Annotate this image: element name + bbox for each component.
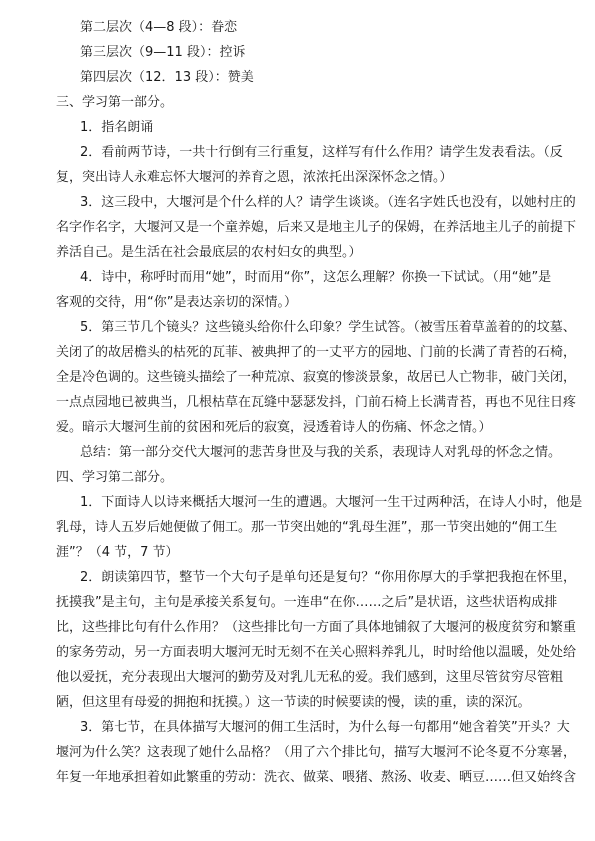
outline-level-2: 第二层次（4—8 段）：眷恋: [80, 20, 238, 35]
paragraph-line: 5．第三节几个镜头？这些镜头给你什么印象？学生试答。（被雪压着草盖着的的坟墓、: [80, 320, 576, 335]
paragraph-line: 1．指名朗诵: [80, 120, 154, 135]
paragraph-line: 客观的交待，用“你”是表达亲切的深情。）: [56, 295, 297, 310]
paragraph-line: 乳母，诗人五岁后她便做了佣工。那一节突出她的“乳母生涯”，那一节突出她的“佣工生: [56, 520, 558, 535]
paragraph-line: 的家务劳动，另一方面表明大堰河无时无刻不在关心照料养乳儿，时时给他以温暖，处处给: [56, 645, 577, 660]
paragraph-line: 3．第七节，在具体描写大堰河的佣工生活时，为什么每一句都用“她含着笑”开头？大: [80, 720, 570, 735]
paragraph-line: 一点点园地已被典当，几根枯草在瓦缝中瑟瑟发抖，门前石椅上长满青苔，再也不见往日疼: [56, 395, 577, 410]
paragraph-line: 全是冷色调的。这些镜头描绘了一种荒凉、寂寞的惨淡景象，故居已人亡物非，破门关闭，: [56, 370, 577, 385]
paragraph-line: 堰河为什么笑？这表现了她什么品格？（用了六个排比句，描写大堰河不论冬夏不分寒暑，: [56, 745, 577, 760]
section-heading-3: 三、学习第一部分。: [56, 95, 174, 110]
paragraph-line: 2．看前两节诗，一共十行倒有三行重复，这样写有什么作用？请学生发表看法。（反: [80, 145, 563, 160]
paragraph-line: 比，这些排比句有什么作用？（这些排比句一方面了具体地铺叙了大堰河的极度贫穷和繁重: [56, 620, 577, 635]
paragraph-line: 1．下面诗人以诗来概括大堰河一生的遭遇。大堰河一生干过两种活，在诗人小时，他是: [80, 495, 583, 510]
outline-level-4: 第四层次（12．13 段）：赞美: [80, 70, 254, 85]
outline-level-3: 第三层次（9—11 段）：控诉: [80, 45, 246, 60]
paragraph-line: 陋，但这里有母爱的拥抱和抚摸。）这一节读的时候要读的慢，读的重，读的深沉。: [56, 695, 531, 710]
paragraph-line: 4．诗中，称呼时而用“她”，时而用“你”，这怎么理解？你换一下试试。（用“她”是: [80, 270, 552, 285]
paragraph-line: 3．这三段中，大堰河是个什么样的人？请学生谈谈。（连名字姓氏也没有，以她村庄的: [80, 195, 576, 210]
paragraph-line: 名字作名字，大堰河又是一个童养媳，后来又是地主儿子的保姆，在养活地主儿子的前提下: [56, 220, 577, 235]
paragraph-line: 养活自己。是生活在社会最底层的农村妇女的典型。）: [56, 245, 362, 260]
paragraph-line: 复，突出诗人永难忘怀大堰河的养育之恩，浓浓托出深深怀念之情。）: [56, 170, 453, 185]
paragraph-line: 年复一年地承担着如此繁重的劳动：洗衣、做菜、喂猪、熬汤、收麦、晒豆……但又始终含: [56, 770, 577, 785]
paragraph-line: 涯”？（4 节，7 节）: [56, 545, 179, 560]
paragraph-line: 爱。暗示大堰河生前的贫困和死后的寂寞，浸透着诗人的伤痛、怀念之情。）: [56, 420, 492, 435]
paragraph-line: 2．朗读第四节，整节一个大句子是单句还是复句？“你用你厚大的手掌把我抱在怀里，: [80, 570, 577, 585]
summary-line: 总结：第一部分交代大堰河的悲苦身世及与我的关系，表现诗人对乳母的怀念之情。: [80, 445, 562, 460]
paragraph-line: 抚摸我”是主句，主句是承接关系复句。一连串“在你……之后”是状语，这些状语构成排: [56, 595, 558, 610]
paragraph-line: 他以爱抚，充分表现出大堰河的勤劳及对乳儿无私的爱。我们感到，这里尽管贫穷尽管粗: [56, 670, 564, 685]
section-heading-4: 四、学习第二部分。: [56, 470, 174, 485]
paragraph-line: 关闭了的故居檐头的枯死的瓦菲、被典押了的一丈平方的园地、门前的长满了青苔的石椅，: [56, 345, 577, 360]
